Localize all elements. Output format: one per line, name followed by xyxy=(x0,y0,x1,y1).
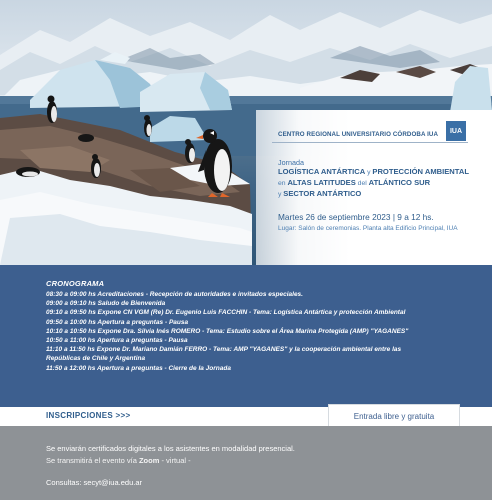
title-part-5: SECTOR ANTÁRTICO xyxy=(283,189,362,198)
title-part-1: LOGÍSTICA ANTÁRTICA xyxy=(278,167,366,176)
schedule-item: 09:50 a 10:00 hs Apertura a preguntas - Pausa xyxy=(46,318,189,326)
schedule-item: 10:10 a 10:50 hs Expone Dra. Silvia Inés ROMERO - Tema: Estudio sobre el Área Marina Protegida (AMP) "YAGANES" xyxy=(46,327,409,335)
schedule-item: 10:50 a 11:00 hs Apertura a preguntas - Pausa xyxy=(46,337,188,345)
event-date: Martes 26 de septiembre 2023 | 9 a 12 hs. xyxy=(278,212,434,222)
title-part-4: ATLÁNTICO SUR xyxy=(368,178,431,187)
title-part-2: PROTECCIÓN AMBIENTAL xyxy=(372,167,469,176)
schedule-item: 11:10 a 11:50 hs Expone Dr. Mariano Damián FERRO - Tema: AMP "YAGANES" y la cooperación ambiental entre las xyxy=(46,346,402,354)
schedule-item: 08:30 a 09:00 hs Acreditaciones - Recepción de autoridades e invitados especiales. xyxy=(46,291,303,298)
title-conn-4: y xyxy=(278,191,284,198)
schedule-title: CRONOGRAMA xyxy=(46,279,105,288)
schedule-item: 09:00 a 09:10 hs Saludo de Bienvenida xyxy=(46,300,166,308)
schedule-item: 11:50 a 12:00 hs Apertura a preguntas - Cierre de la Jornada xyxy=(46,364,231,372)
schedule-item: Repúblicas de Chile y Argentina xyxy=(46,355,146,363)
broadcast-text: Se transmitirá el evento vía xyxy=(46,456,139,465)
title-conn-2: en xyxy=(278,180,288,187)
title-conn-3: del xyxy=(355,180,369,187)
event-location: Lugar: Salón de ceremonias. Planta alta Edificio Principal, IUA xyxy=(278,225,458,232)
organization-name: CENTRO REGIONAL UNIVERSITARIO CÓRDOBA IUA xyxy=(278,131,439,138)
penguin-back xyxy=(78,134,94,142)
broadcast-note xyxy=(46,456,191,465)
event-kicker: Jornada xyxy=(278,158,304,167)
schedule-item: 09:10 a 09:50 hs Expone CN VGM (Re) Dr. Eugenio Luis FACCHIN - Tema: Logística Antártica y protección Ambiental xyxy=(46,309,406,317)
registration-link[interactable]: INSCRIPCIONES >>> xyxy=(46,411,131,420)
iua-logo: IUA xyxy=(446,121,466,141)
zoom-label: Zoom xyxy=(138,456,160,465)
free-entry-badge: Entrada libre y gratuita xyxy=(328,404,460,428)
penguin-lying xyxy=(16,167,40,177)
event-title xyxy=(278,167,488,200)
title-conn-1: y xyxy=(365,169,373,176)
title-part-3: ALTAS LATITUDES xyxy=(287,178,356,187)
certificates-note: Se enviarán certificados digitales a los asistentes en modalidad presencial. xyxy=(46,444,295,453)
contact-email[interactable]: Consultas: secyt@iua.edu.ar xyxy=(46,478,142,487)
broadcast-mode: - virtual - xyxy=(159,456,191,465)
schedule-list xyxy=(46,290,478,373)
